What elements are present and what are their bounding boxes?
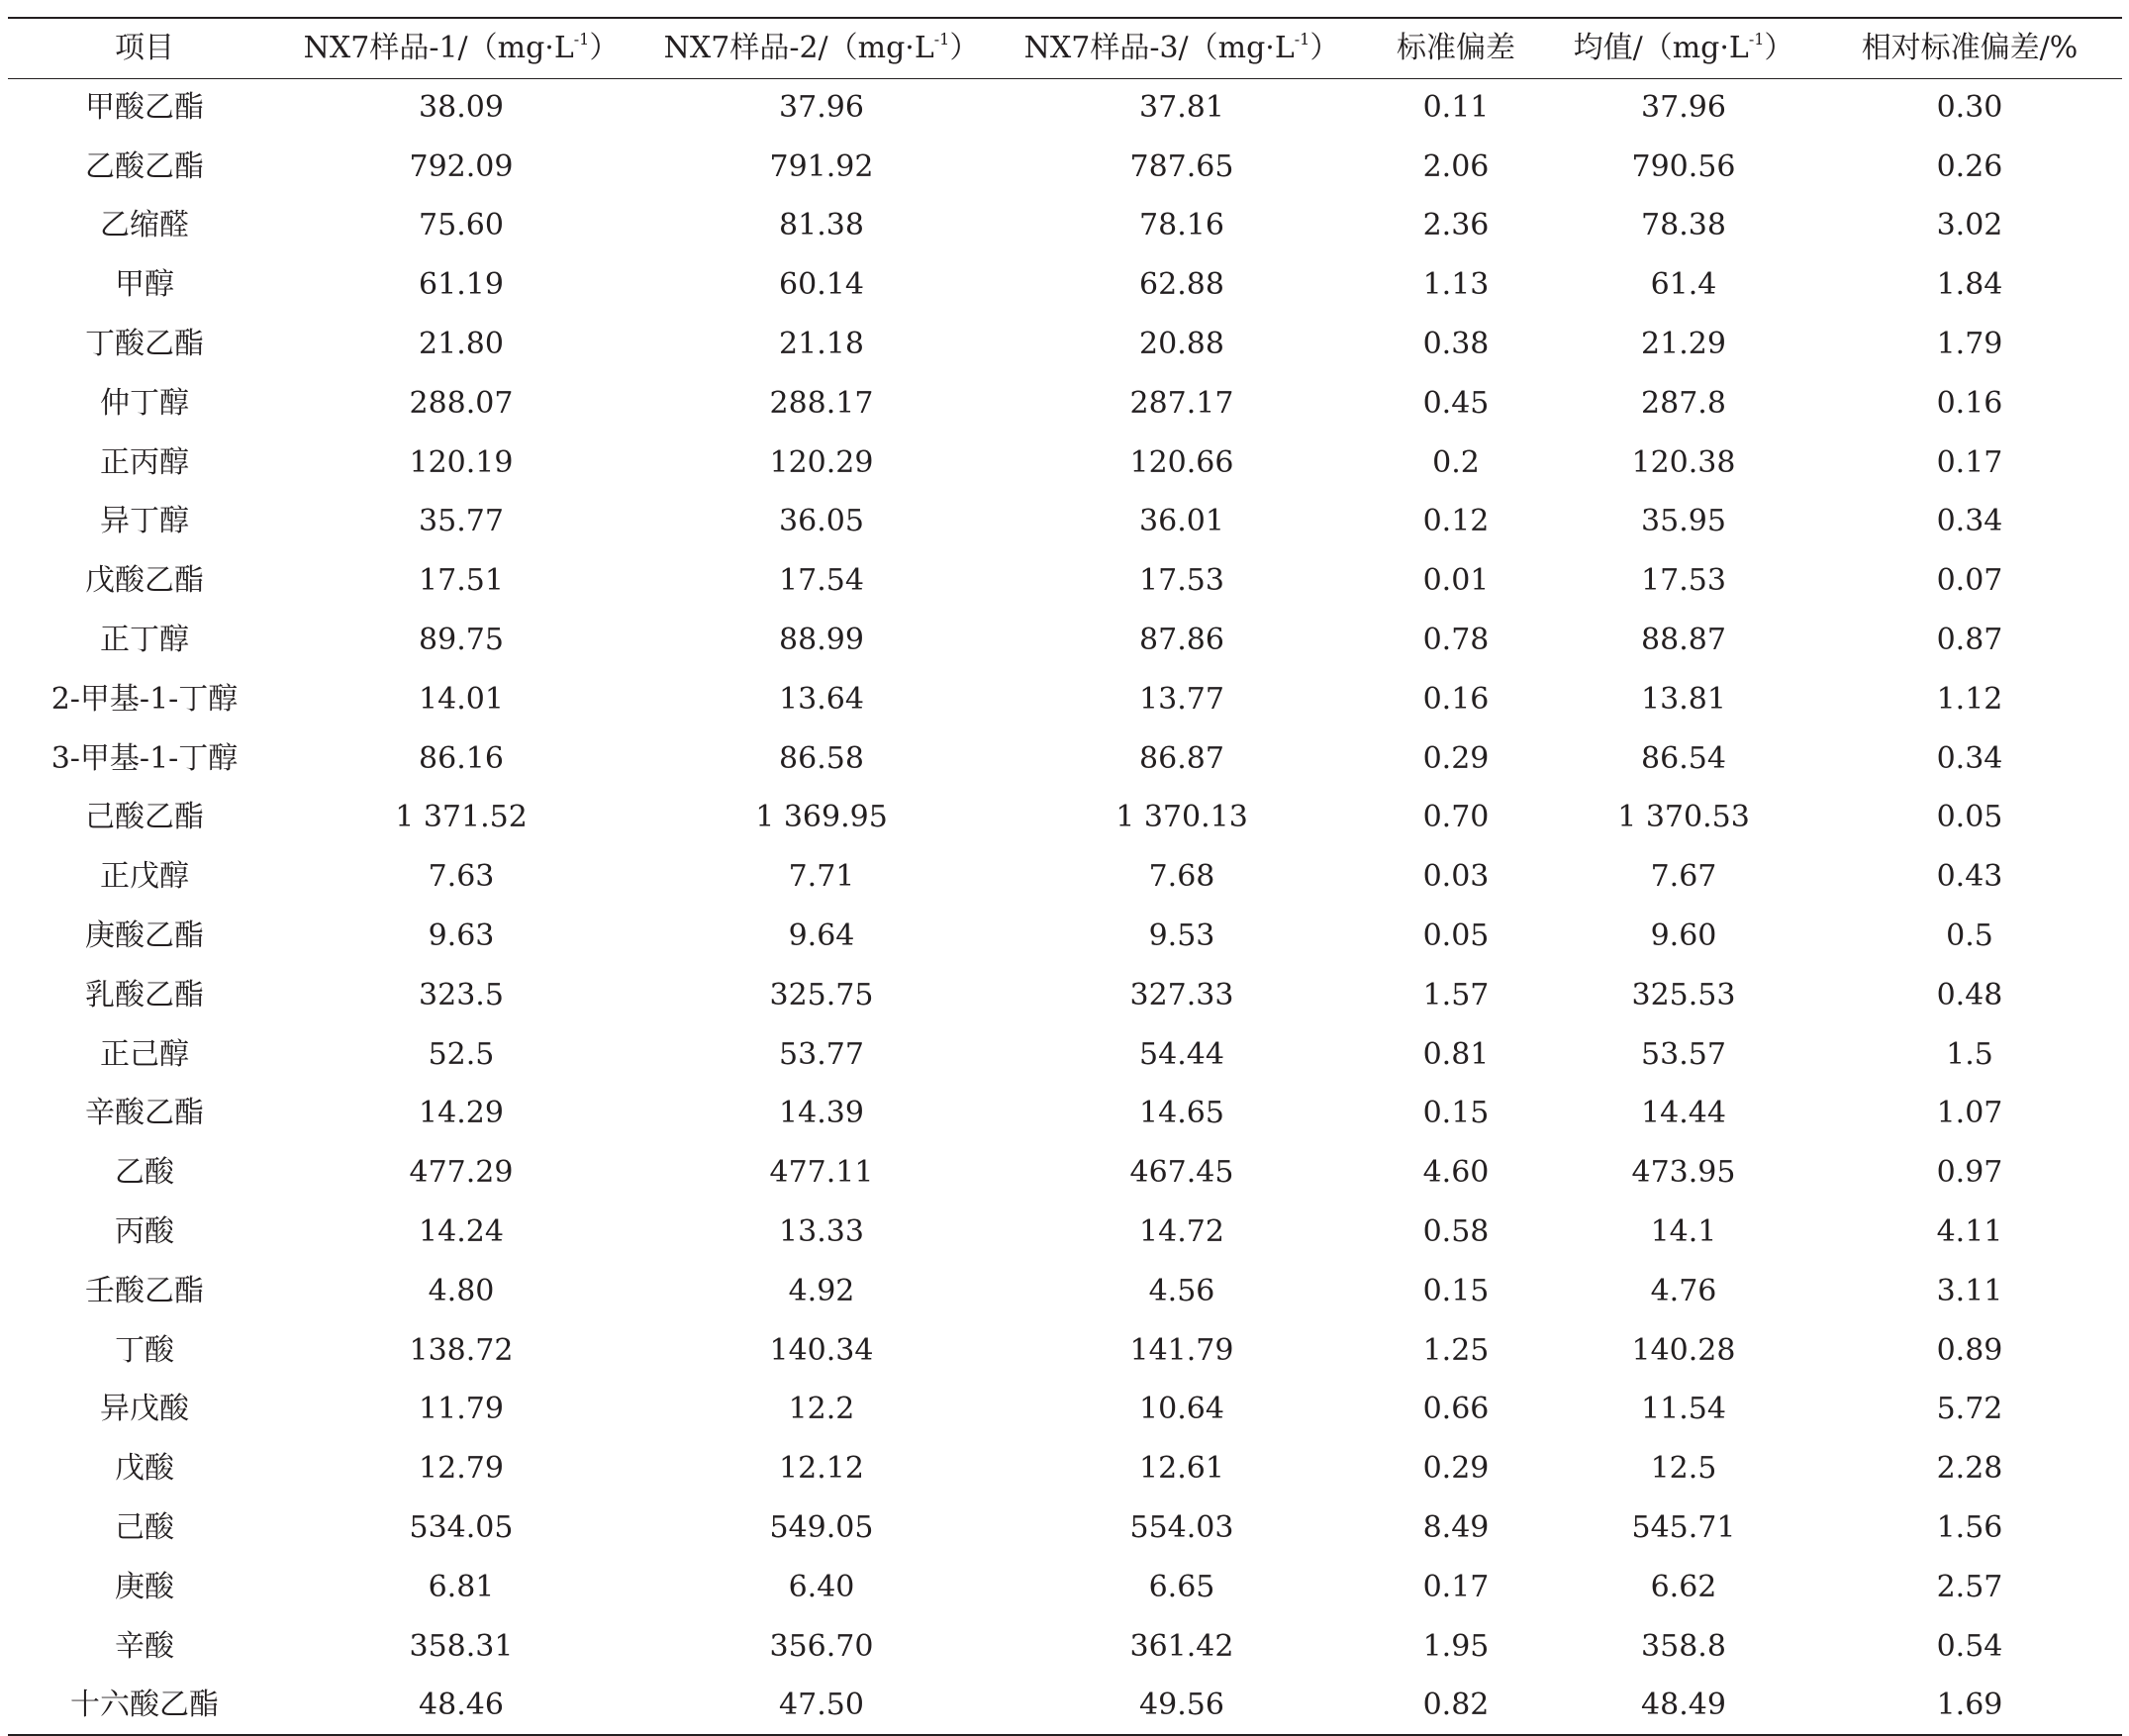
cell-item: 十六酸乙酯 (70, 1687, 219, 1722)
cell-sample-3: 141.79 (1129, 1332, 1234, 1368)
cell-std-dev: 2.06 (1422, 148, 1490, 184)
cell-sample-3: 13.77 (1139, 681, 1224, 717)
cell-sample-1: 48.46 (419, 1687, 504, 1722)
cell-sample-3: 554.03 (1129, 1510, 1234, 1546)
header-mean: 均值$/(mg\cdot L^{-1})$ (1573, 29, 1794, 65)
cell-rsd: 1.12 (1936, 681, 2003, 717)
cell-sample-3: 10.64 (1139, 1392, 1224, 1427)
table-body (8, 78, 2122, 1735)
cell-sample-2: 14.39 (779, 1096, 864, 1131)
cell-item: 辛酸乙酯 (85, 1096, 204, 1131)
cell-rsd: 0.97 (1936, 1155, 2003, 1191)
cell-item: 庚酸 (115, 1569, 174, 1604)
cell-sample-2: 36.05 (779, 504, 864, 539)
cell-item: 乙酸乙酯 (85, 148, 204, 184)
cell-rsd: 3.02 (1936, 208, 2003, 243)
cell-std-dev: 0.66 (1422, 1392, 1490, 1427)
cell-sample-3: 1 370.13 (1115, 800, 1248, 835)
cell-mean: 287.8 (1641, 385, 1726, 421)
cell-std-dev: 0.38 (1422, 327, 1490, 362)
cell-sample-1: 89.75 (419, 623, 504, 658)
cell-sample-1: 17.51 (419, 563, 504, 599)
cell-std-dev: 0.03 (1422, 859, 1490, 895)
cell-sample-3: 78.16 (1139, 208, 1224, 243)
cell-item: 正丙醇 (100, 444, 189, 480)
cell-mean: 37.96 (1641, 90, 1726, 126)
cell-std-dev: 1.95 (1422, 1628, 1490, 1664)
cell-sample-3: 36.01 (1139, 504, 1224, 539)
cell-sample-3: 62.88 (1139, 267, 1224, 303)
cell-rsd: 0.48 (1936, 977, 2003, 1013)
cell-sample-1: 7.63 (428, 859, 495, 895)
cell-item: 己酸 (115, 1510, 174, 1546)
cell-sample-3: 86.87 (1139, 740, 1224, 776)
cell-std-dev: 0.11 (1422, 90, 1490, 126)
cell-sample-1: 792.09 (409, 148, 514, 184)
cell-mean: 790.56 (1631, 148, 1736, 184)
table-row (8, 1439, 2122, 1498)
cell-mean: 14.1 (1650, 1214, 1717, 1250)
cell-item: 正戊醇 (100, 859, 189, 895)
cell-rsd: 1.07 (1936, 1096, 2003, 1131)
cell-rsd: 0.34 (1936, 504, 2003, 539)
cell-mean: 17.53 (1641, 563, 1726, 599)
cell-rsd: 4.11 (1936, 1214, 2003, 1250)
cell-item: 2-甲基-1-丁醇 (50, 681, 239, 717)
cell-item: 辛酸 (115, 1628, 174, 1664)
cell-sample-1: 323.5 (419, 977, 504, 1013)
table-row (8, 1381, 2122, 1440)
cell-rsd: 1.5 (1946, 1036, 1993, 1072)
table-row (8, 551, 2122, 611)
cell-item: 甲醇 (115, 267, 174, 303)
cell-rsd: 1.56 (1936, 1510, 2003, 1546)
cell-mean: 4.76 (1650, 1273, 1717, 1308)
cell-mean: 545.71 (1631, 1510, 1736, 1546)
cell-sample-1: 21.80 (419, 327, 504, 362)
cell-std-dev: 8.49 (1422, 1510, 1490, 1546)
cell-std-dev: 0.81 (1422, 1036, 1490, 1072)
table-row (8, 966, 2122, 1025)
table-row (8, 729, 2122, 789)
table-row (8, 1617, 2122, 1677)
cell-mean: 78.38 (1641, 208, 1726, 243)
table-row (8, 1498, 2122, 1558)
cell-sample-3: 9.53 (1148, 918, 1215, 954)
table-row (8, 1025, 2122, 1085)
cell-sample-1: 288.07 (409, 385, 514, 421)
cell-mean: 88.87 (1641, 623, 1726, 658)
cell-item: 丁酸 (115, 1332, 174, 1368)
cell-sample-2: 53.77 (779, 1036, 864, 1072)
cell-item: 异丁醇 (100, 504, 189, 539)
header-sample-1: NX7样品$-1/(mg\cdot L^{-1})$ (303, 29, 620, 65)
cell-mean: 86.54 (1641, 740, 1726, 776)
cell-std-dev: 1.25 (1422, 1332, 1490, 1368)
cell-item: 仲丁醇 (100, 385, 189, 421)
cell-sample-1: 12.79 (419, 1451, 504, 1487)
cell-sample-2: 140.34 (769, 1332, 874, 1368)
cell-mean: 48.49 (1641, 1687, 1726, 1722)
cell-sample-2: 9.64 (788, 918, 855, 954)
cell-item: 正己醇 (100, 1036, 189, 1072)
cell-sample-2: 120.29 (769, 444, 874, 480)
cell-sample-1: 14.24 (419, 1214, 504, 1250)
table-row (8, 789, 2122, 848)
cell-mean: 6.62 (1650, 1569, 1717, 1604)
table-row (8, 1262, 2122, 1321)
cell-sample-3: 17.53 (1139, 563, 1224, 599)
table-row (8, 374, 2122, 434)
cell-sample-2: 17.54 (779, 563, 864, 599)
table-row (8, 1677, 2122, 1736)
table-row (8, 1143, 2122, 1203)
table-row (8, 907, 2122, 966)
cell-sample-1: 52.5 (428, 1036, 495, 1072)
cell-sample-3: 49.56 (1139, 1687, 1224, 1722)
cell-sample-1: 1 371.52 (395, 800, 528, 835)
cell-std-dev: 0.78 (1422, 623, 1490, 658)
table-row (8, 670, 2122, 729)
cell-item: 戊酸乙酯 (85, 563, 204, 599)
cell-sample-3: 287.17 (1129, 385, 1234, 421)
cell-item: 乙缩醛 (100, 208, 189, 243)
cell-item: 丙酸 (115, 1214, 174, 1250)
cell-rsd: 0.26 (1936, 148, 2003, 184)
cell-sample-1: 4.80 (428, 1273, 495, 1308)
cell-sample-3: 14.72 (1139, 1214, 1224, 1250)
cell-std-dev: 4.60 (1422, 1155, 1490, 1191)
cell-sample-3: 12.61 (1139, 1451, 1224, 1487)
header-std-dev: 标准偏差 (1397, 30, 1515, 65)
cell-std-dev: 0.05 (1422, 918, 1490, 954)
table-row (8, 611, 2122, 670)
cell-sample-3: 14.65 (1139, 1096, 1224, 1131)
cell-sample-2: 6.40 (788, 1569, 855, 1604)
cell-rsd: 0.16 (1936, 385, 2003, 421)
cell-sample-2: 88.99 (779, 623, 864, 658)
cell-item: 正丁醇 (100, 623, 189, 658)
cell-sample-3: 6.65 (1148, 1569, 1215, 1604)
cell-sample-3: 7.68 (1148, 859, 1215, 895)
cell-sample-1: 14.01 (419, 681, 504, 717)
cell-sample-2: 37.96 (779, 90, 864, 126)
table-row (8, 1321, 2122, 1381)
cell-rsd: 0.87 (1936, 623, 2003, 658)
cell-rsd: 2.57 (1936, 1569, 2003, 1604)
cell-sample-1: 86.16 (419, 740, 504, 776)
cell-item: 丁酸乙酯 (85, 327, 204, 362)
cell-std-dev: 2.36 (1422, 208, 1490, 243)
cell-rsd: 0.17 (1936, 444, 2003, 480)
cell-item: 壬酸乙酯 (85, 1273, 204, 1308)
cell-sample-3: 787.65 (1129, 148, 1234, 184)
cell-mean: 120.38 (1631, 444, 1736, 480)
table-row (8, 315, 2122, 374)
cell-mean: 325.53 (1631, 977, 1736, 1013)
cell-sample-2: 13.33 (779, 1214, 864, 1250)
cell-sample-3: 20.88 (1139, 327, 1224, 362)
cell-std-dev: 0.16 (1422, 681, 1490, 717)
cell-sample-3: 37.81 (1139, 90, 1224, 126)
cell-sample-1: 6.81 (428, 1569, 495, 1604)
cell-std-dev: 0.29 (1422, 1451, 1490, 1487)
cell-sample-3: 361.42 (1129, 1628, 1234, 1664)
cell-std-dev: 0.15 (1422, 1273, 1490, 1308)
table-row (8, 847, 2122, 907)
cell-sample-2: 1 369.95 (755, 800, 888, 835)
cell-sample-3: 467.45 (1129, 1155, 1234, 1191)
cell-sample-1: 11.79 (419, 1392, 504, 1427)
cell-rsd: 3.11 (1936, 1273, 2003, 1308)
header-rsd: 相对标准偏差/% (1861, 30, 2079, 65)
cell-mean: 9.60 (1650, 918, 1717, 954)
cell-mean: 12.5 (1650, 1451, 1717, 1487)
cell-item: 乳酸乙酯 (85, 977, 204, 1013)
table-header-row (8, 18, 2122, 78)
cell-rsd: 0.34 (1936, 740, 2003, 776)
cell-item: 戊酸 (115, 1451, 174, 1487)
cell-rsd: 5.72 (1936, 1392, 2003, 1427)
cell-sample-2: 47.50 (779, 1687, 864, 1722)
cell-std-dev: 0.29 (1422, 740, 1490, 776)
cell-std-dev: 0.15 (1422, 1096, 1490, 1131)
data-table (8, 17, 2122, 1736)
cell-sample-2: 356.70 (769, 1628, 874, 1664)
cell-sample-2: 288.17 (769, 385, 874, 421)
cell-std-dev: 0.01 (1422, 563, 1490, 599)
cell-mean: 1 370.53 (1617, 800, 1750, 835)
cell-sample-1: 61.19 (419, 267, 504, 303)
cell-sample-2: 549.05 (769, 1510, 874, 1546)
cell-item: 己酸乙酯 (85, 800, 204, 835)
table-row (8, 1085, 2122, 1144)
cell-std-dev: 1.13 (1422, 267, 1490, 303)
cell-sample-2: 60.14 (779, 267, 864, 303)
cell-rsd: 0.89 (1936, 1332, 2003, 1368)
cell-sample-2: 12.12 (779, 1451, 864, 1487)
cell-std-dev: 0.45 (1422, 385, 1490, 421)
cell-mean: 11.54 (1641, 1392, 1726, 1427)
table-row (8, 78, 2122, 138)
cell-sample-1: 75.60 (419, 208, 504, 243)
cell-sample-1: 138.72 (409, 1332, 514, 1368)
cell-sample-1: 358.31 (409, 1628, 514, 1664)
cell-sample-1: 120.19 (409, 444, 514, 480)
cell-mean: 21.29 (1641, 327, 1726, 362)
cell-sample-3: 87.86 (1139, 623, 1224, 658)
table-row (8, 1203, 2122, 1262)
cell-std-dev: 0.12 (1422, 504, 1490, 539)
cell-sample-1: 38.09 (419, 90, 504, 126)
cell-rsd: 0.54 (1936, 1628, 2003, 1664)
cell-mean: 53.57 (1641, 1036, 1726, 1072)
cell-rsd: 1.79 (1936, 327, 2003, 362)
cell-item: 庚酸乙酯 (85, 918, 204, 954)
cell-rsd: 0.30 (1936, 90, 2003, 126)
cell-sample-2: 4.92 (788, 1273, 855, 1308)
cell-item: 3-甲基-1-丁醇 (50, 740, 239, 776)
cell-sample-1: 14.29 (419, 1096, 504, 1131)
cell-sample-3: 54.44 (1139, 1036, 1224, 1072)
table-row (8, 197, 2122, 256)
data-table-container (8, 17, 2122, 1736)
cell-item: 异戊酸 (100, 1392, 189, 1427)
table-row (8, 434, 2122, 493)
cell-sample-2: 791.92 (769, 148, 874, 184)
cell-sample-2: 13.64 (779, 681, 864, 717)
cell-mean: 61.4 (1650, 267, 1717, 303)
cell-std-dev: 0.82 (1422, 1687, 1490, 1722)
cell-mean: 14.44 (1641, 1096, 1726, 1131)
table-row (8, 1558, 2122, 1617)
cell-mean: 35.95 (1641, 504, 1726, 539)
cell-item: 甲酸乙酯 (85, 90, 204, 126)
table-row (8, 255, 2122, 315)
cell-sample-2: 7.71 (788, 859, 855, 895)
cell-mean: 13.81 (1641, 681, 1726, 717)
cell-rsd: 0.5 (1946, 918, 1993, 954)
cell-rsd: 0.43 (1936, 859, 2003, 895)
cell-std-dev: 0.70 (1422, 800, 1490, 835)
cell-std-dev: 1.57 (1422, 977, 1490, 1013)
cell-sample-2: 477.11 (769, 1155, 874, 1191)
cell-sample-2: 81.38 (779, 208, 864, 243)
cell-sample-1: 9.63 (428, 918, 495, 954)
cell-rsd: 0.05 (1936, 800, 2003, 835)
cell-sample-2: 86.58 (779, 740, 864, 776)
cell-sample-1: 477.29 (409, 1155, 514, 1191)
cell-mean: 7.67 (1650, 859, 1717, 895)
header-sample-2: NX7样品$-2/(mg\cdot L^{-1})$ (663, 29, 980, 65)
cell-sample-3: 327.33 (1129, 977, 1234, 1013)
cell-std-dev: 0.2 (1432, 444, 1480, 480)
header-item: 项目 (115, 30, 174, 65)
cell-mean: 473.95 (1631, 1155, 1736, 1191)
cell-std-dev: 0.17 (1422, 1569, 1490, 1604)
cell-sample-1: 35.77 (419, 504, 504, 539)
cell-mean: 358.8 (1641, 1628, 1726, 1664)
table-row (8, 493, 2122, 552)
table-row (8, 138, 2122, 197)
cell-item: 乙酸 (115, 1155, 174, 1191)
cell-sample-3: 4.56 (1148, 1273, 1215, 1308)
cell-std-dev: 0.58 (1422, 1214, 1490, 1250)
cell-sample-2: 325.75 (769, 977, 874, 1013)
cell-rsd: 1.69 (1936, 1687, 2003, 1722)
cell-mean: 140.28 (1631, 1332, 1736, 1368)
cell-rsd: 2.28 (1936, 1451, 2003, 1487)
cell-sample-3: 120.66 (1129, 444, 1234, 480)
cell-sample-2: 21.18 (779, 327, 864, 362)
cell-rsd: 1.84 (1936, 267, 2003, 303)
cell-sample-1: 534.05 (409, 1510, 514, 1546)
header-sample-3: NX7样品$-3/(mg\cdot L^{-1})$ (1023, 29, 1340, 65)
cell-rsd: 0.07 (1936, 563, 2003, 599)
cell-sample-2: 12.2 (788, 1392, 855, 1427)
